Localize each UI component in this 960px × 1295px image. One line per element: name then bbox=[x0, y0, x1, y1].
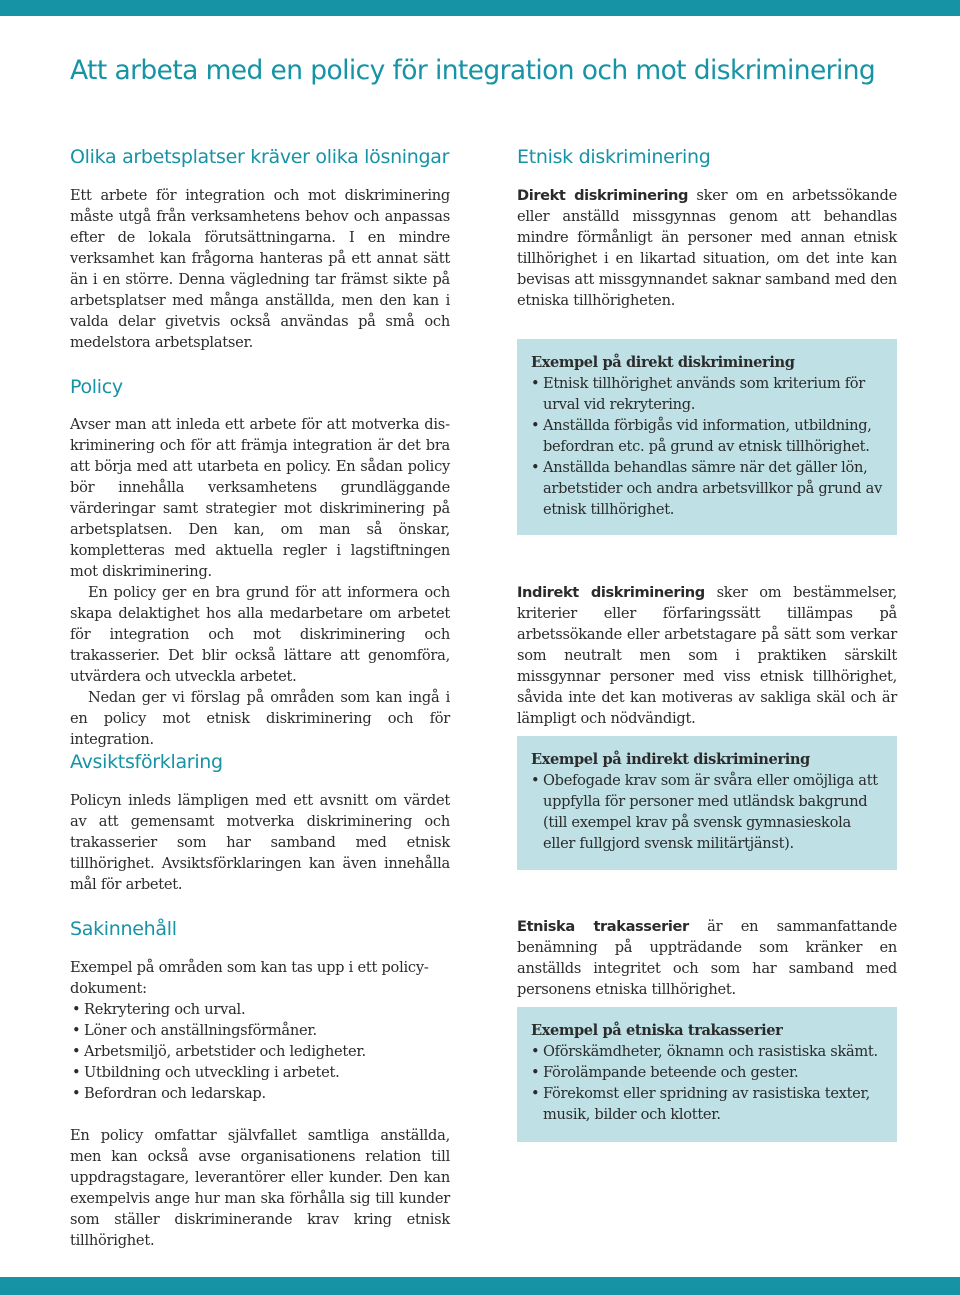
indirekt-diskriminering-term: Indirekt diskriminering bbox=[517, 584, 705, 601]
list-item: • Rekrytering och urval. bbox=[70, 999, 452, 1020]
list-item: • Arbetsmiljö, arbetstider och ledigheter. bbox=[70, 1041, 452, 1062]
list-item: • Utbildning och utveckling i arbetet. bbox=[70, 1062, 452, 1083]
heading-sakinnehall: Sakinnehåll bbox=[70, 918, 177, 940]
box-etniska-trakasserier bbox=[517, 1007, 897, 1142]
direkt-diskriminering-text bbox=[517, 185, 897, 311]
box-list bbox=[531, 1041, 883, 1125]
direkt-diskriminering-definition: sker om en arbetssökande eller anställd missgynnas genom att behandlas mindre förmånligt än personer med annan etnisk tillhörighet i en likartad situation, om det inte kan bevisas att missgynnandet saknar samband med den etniska tillhörigheten. bbox=[517, 187, 897, 309]
policy-paragraph: En policy ger en bra grund för att informera och skapa delaktighet hos alla medarbetare om arbetet för integration och mot diskriminering och trakasserier. Det blir också lättare att genomföra, utvärdera och utveckla arbetet. bbox=[70, 584, 450, 685]
top-accent-bar bbox=[0, 0, 960, 16]
page-title: Att arbeta med en policy för integration och mot diskriminering bbox=[70, 55, 876, 86]
box-list bbox=[531, 770, 883, 854]
policy-paragraph: Avser man att inleda ett arbete för att motverka diskriminering och för att främja integration är det bra att börja med att utarbeta en policy. En sådan policy bör innehålla verksamhetens grundläggande värderingar samt strategier mot diskriminering på arbetsplatsen. Den kan, om man så önskar, kompletteras med aktuella regler i lagstiftningen mot diskriminering. bbox=[70, 416, 450, 580]
list-item: • Anställda förbigås vid information, utbildning, befordran etc. på grund av etnisk tillhörighet. bbox=[531, 415, 883, 457]
sakinnehall-section bbox=[70, 957, 452, 1104]
sakinnehall-list bbox=[70, 999, 452, 1104]
sakinnehall-intro: Exempel på områden som kan tas upp i ett policydokument: bbox=[70, 959, 429, 997]
box-heading: Exempel på indirekt diskriminering bbox=[531, 751, 810, 768]
list-item: • Anställda behandlas sämre när det gäller lön, arbetstider och andra arbetsvillkor på grund av etnisk tillhörighet. bbox=[531, 457, 883, 520]
avsiktsforklaring-text: Policyn inleds lämpligen med ett avsnitt om värdet av att gemensamt motverka diskriminering och trakasserier som har samband med etnisk tillhörighet. Avsiktsförklaringen kan även innehålla mål för arbetet. bbox=[70, 792, 450, 893]
box-list bbox=[531, 373, 883, 520]
heading-olika-arbetsplatser: Olika arbetsplatser kräver olika lösningar bbox=[70, 146, 450, 168]
olika-arbetsplatser-text: Ett arbete för integration och mot diskriminering måste utgå från verksamhetens behov och anpassas efter de lokala förutsättningarna. I en mindre verksamhet kan frågorna hanteras på ett annat sätt än i en större. Denna vägledning tar främst sikte på arbetsplatser med många anställda, men den kan i valda delar givetvis också användas på små och medelstora arbetsplatser. bbox=[70, 187, 450, 351]
list-item: • Förekomst eller spridning av rasistiska texter, musik, bilder och klotter. bbox=[531, 1083, 883, 1125]
box-indirekt-diskriminering bbox=[517, 736, 897, 870]
box-heading: Exempel på etniska trakasserier bbox=[531, 1022, 783, 1039]
etniska-trakasserier-term: Etniska trakasserier bbox=[517, 918, 689, 935]
policy-paragraph: Nedan ger vi förslag på områden som kan ingå i en policy mot etnisk diskriminering och för integration. bbox=[70, 689, 450, 748]
box-direkt-diskriminering bbox=[517, 339, 897, 535]
direkt-diskriminering-term: Direkt diskriminering bbox=[517, 187, 689, 204]
indirekt-diskriminering-text bbox=[517, 582, 897, 729]
bottom-accent-bar bbox=[0, 1277, 960, 1295]
policy-text bbox=[70, 414, 450, 750]
list-item: • Förolämpande beteende och gester. bbox=[531, 1062, 883, 1083]
indirekt-diskriminering-definition: sker om bestämmelser, kriterier eller förfaringssätt tillämpas på arbetssökande eller arbetstagare på sätt som verkar som neutralt men som i praktiken särskilt missgynnar personer med viss etnisk tillhörighet, såvida inte det kan motiveras av sakliga skäl och är lämpligt och nödvändigt. bbox=[517, 584, 898, 727]
list-item: • Löner och anställningsförmåner. bbox=[70, 1020, 452, 1041]
etniska-trakasserier-definition: är en sammanfattande benämning på uppträdande som kränker en anställds integritet och som har samband med personens etniska tillhörighet. bbox=[517, 918, 897, 998]
etniska-trakasserier-text bbox=[517, 916, 897, 1000]
list-item: • Oförskämdheter, öknamn och rasistiska skämt. bbox=[531, 1041, 883, 1062]
heading-etnisk-diskriminering: Etnisk diskriminering bbox=[517, 146, 711, 168]
box-heading: Exempel på direkt diskriminering bbox=[531, 354, 795, 371]
heading-avsiktsforklaring: Avsiktsförklaring bbox=[70, 751, 223, 773]
list-item: • Obefogade krav som är svåra eller omöjliga att uppfylla för personer med utländsk bakgrund (till exempel krav på svensk gymnasieskola eller fullgjord svensk militärtjänst). bbox=[531, 770, 883, 854]
list-item: • Etnisk tillhörighet används som kriterium för urval vid rekrytering. bbox=[531, 373, 883, 415]
list-item: • Befordran och ledarskap. bbox=[70, 1083, 452, 1104]
sakinnehall-outro: En policy omfattar självfallet samtliga anställda, men kan också avse organisationens relation till uppdragstagare, leverantörer eller kunder. Den kan exempelvis ange hur man ska förhålla sig till kunder som ställer diskriminerande krav kring etnisk tillhörighet. bbox=[70, 1127, 450, 1249]
heading-policy: Policy bbox=[70, 376, 123, 398]
